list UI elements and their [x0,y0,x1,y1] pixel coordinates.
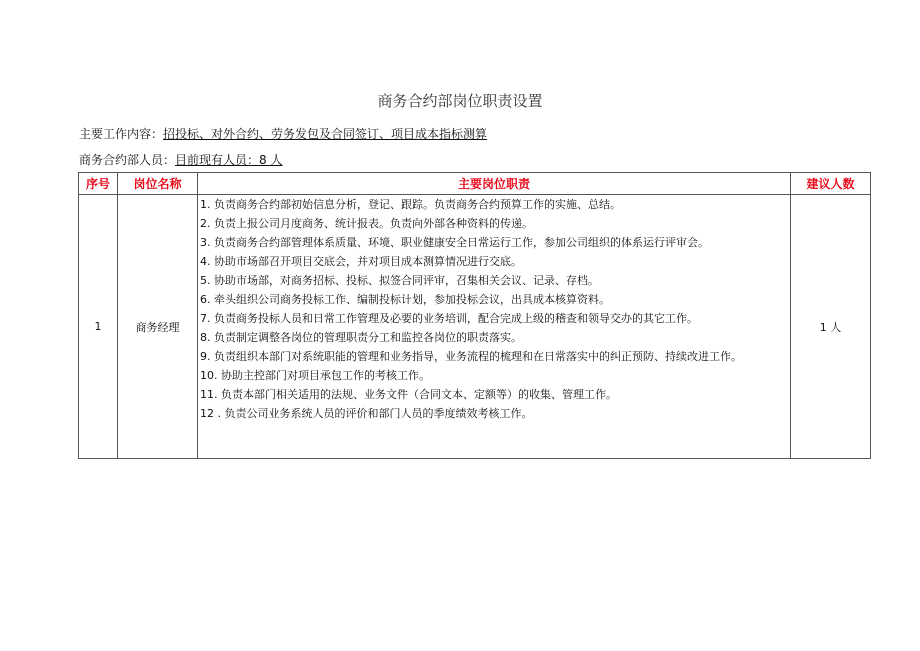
duty-item: 4. 协助市场部召开项目交底会，并对项目成本测算情况进行交底。 [200,255,522,268]
header-count: 建议人数 [791,173,871,195]
table-header-row [79,173,871,195]
cell-duties [198,195,791,459]
duty-item: 3. 负责商务合约部管理体系质量、环境、职业健康安全日常运行工作，参加公司组织的体系运行评审会。 [200,236,709,249]
duty-item: 11. 负责本部门相关适用的法规、业务文件（合同文本、定额等）的收集、管理工作。 [200,388,617,401]
document-title: 商务合约部岗位职责设置 [377,92,543,110]
cell-position: 商务经理 [118,195,198,459]
duties-table [78,172,871,459]
cell-seq: 1 [79,195,118,459]
duty-item: 7. 负责商务投标人员和日常工作管理及必要的业务培训，配合完成上级的稽查和领导交办的其它工作。 [200,312,698,325]
cell-count: 1 人 [791,195,871,459]
staff-label: 商务合约部人员： [79,153,176,167]
staff-line [79,151,282,168]
duty-item: 8. 负责制定调整各岗位的管理职责分工和监控各岗位的职责落实。 [200,331,522,344]
duty-item: 10. 协助主控部门对项目承包工作的考核工作。 [200,369,430,382]
duty-item: 9. 负责组织本部门对系统职能的管理和业务指导，业务流程的梳理和在日常落实中的纠正预防、持续改进工作。 [200,350,742,363]
duty-item: 12 . 负责公司业务系统人员的评价和部门人员的季度绩效考核工作。 [200,407,533,420]
duty-item: 6. 牵头组织公司商务投标工作、编制投标计划，参加投标会议，出具成本核算资料。 [200,293,610,306]
duty-item: 2. 负责上报公司月度商务、统计报表。负责向外部各种资料的传递。 [200,217,533,230]
main-work-line [79,125,487,142]
table-row [79,195,871,459]
main-work-value: 招投标、对外合约、劳务发包及合同签订、项目成本指标测算 [163,127,488,141]
header-duties: 主要岗位职责 [198,173,791,195]
staff-value: 目前现有人员：8 人 [175,153,283,167]
main-work-label: 主要工作内容： [79,127,164,141]
header-position: 岗位名称 [118,173,198,195]
header-seq: 序号 [79,173,118,195]
duty-item: 5. 协助市场部，对商务招标、投标、拟签合同评审，召集相关会议、记录、存档。 [200,274,599,287]
duty-item: 1. 负责商务合约部初始信息分析，登记、跟踪。负责商务合约预算工作的实施、总结。 [200,198,621,211]
